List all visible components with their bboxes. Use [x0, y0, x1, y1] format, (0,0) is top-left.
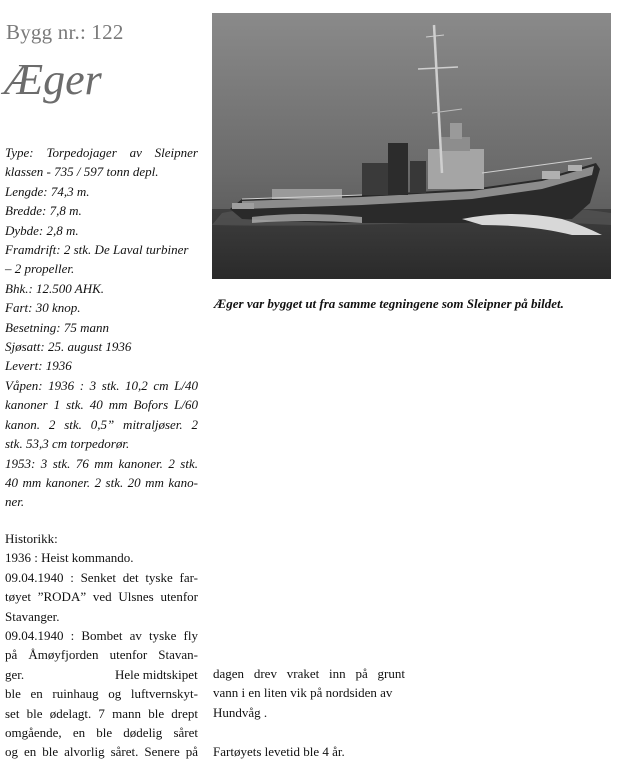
continuation-line: dagen drev vraket inn på grunt — [213, 666, 405, 681]
destroyer-image — [212, 13, 611, 279]
spec-line: kanon. 2 stk. 0,5” mitraljøser. 2 — [5, 416, 198, 432]
spec-line: Lengde: 74,3 m. — [5, 183, 90, 199]
spec-line: Type: Torpedojager av Sleipner — [5, 145, 198, 160]
spec-line: Fart: 30 knop. — [5, 300, 81, 316]
spec-line: kanoner 1 stk. 40 mm Bofors L/60 — [5, 397, 198, 413]
continuation-line: vann i en liten vik på nordsiden av — [213, 685, 393, 701]
continuation-line: Hundvåg . — [213, 704, 268, 720]
closing-line: Fartøyets levetid ble 4 år. — [213, 743, 345, 759]
photo-caption: Æger var bygget ut fra samme tegningene som Sleipner på bildet. — [214, 296, 564, 311]
history-line: på Åmøyfjorden utenfor Stavan- — [5, 647, 198, 663]
spec-line: Våpen: 1936 : 3 stk. 10,2 cm L/40 — [5, 377, 198, 393]
history-heading: Historikk: — [5, 531, 58, 546]
history-line: tøyet ”RODA” ved Ulsnes utenfor — [5, 589, 198, 605]
history-line: og en ble alvorlig såret. Senere på — [5, 744, 198, 760]
spec-line: Framdrift: 2 stk. De Laval turbiner — [5, 242, 189, 258]
history-line: Stavanger. — [5, 608, 60, 624]
ship-name: Æger — [4, 55, 102, 104]
history-line: ger. — [5, 666, 25, 682]
history-line-split — [5, 665, 198, 684]
spec-line: stk. 53,3 cm torpedorør. — [5, 436, 130, 452]
spec-line: Sjøsatt: 25. august 1936 — [5, 339, 132, 355]
build-number: Bygg nr.: 122 — [6, 20, 124, 44]
spec-line: – 2 propeller. — [5, 261, 75, 277]
spec-line: 1953: 3 stk. 76 mm kanoner. 2 stk. — [5, 455, 198, 471]
history-line: 09.04.1940 : Senket det tyske far- — [5, 569, 198, 585]
spec-line: Levert: 1936 — [5, 358, 72, 374]
ship-photo — [212, 13, 611, 279]
history-line: 1936 : Heist kommando. — [5, 550, 134, 566]
spec-line: Bhk.: 12.500 AHK. — [5, 280, 105, 296]
history-line: ble en ruinhaug og luftvernskyt- — [5, 686, 198, 702]
history-line: omgående, en ble dødelig såret — [5, 725, 198, 741]
history-line: Hele midtskipet — [115, 666, 198, 682]
history-line: 09.04.1940 : Bombet av tyske fly — [5, 628, 198, 644]
continuation-column — [213, 664, 405, 761]
spec-line: ner. — [5, 494, 25, 510]
spec-line: klassen - 735 / 597 tonn depl. — [5, 164, 159, 180]
spec-line: Dybde: 2,8 m. — [5, 222, 79, 238]
specifications — [5, 143, 198, 512]
history-section — [5, 529, 198, 762]
spec-line: Besetning: 75 mann — [5, 319, 109, 335]
history-line: set ble ødelagt. 7 mann ble drept — [5, 705, 198, 721]
spec-line: 40 mm kanoner. 2 stk. 20 mm kano- — [5, 474, 198, 490]
spec-line: Bredde: 7,8 m. — [5, 203, 82, 219]
blank-line — [213, 722, 405, 741]
